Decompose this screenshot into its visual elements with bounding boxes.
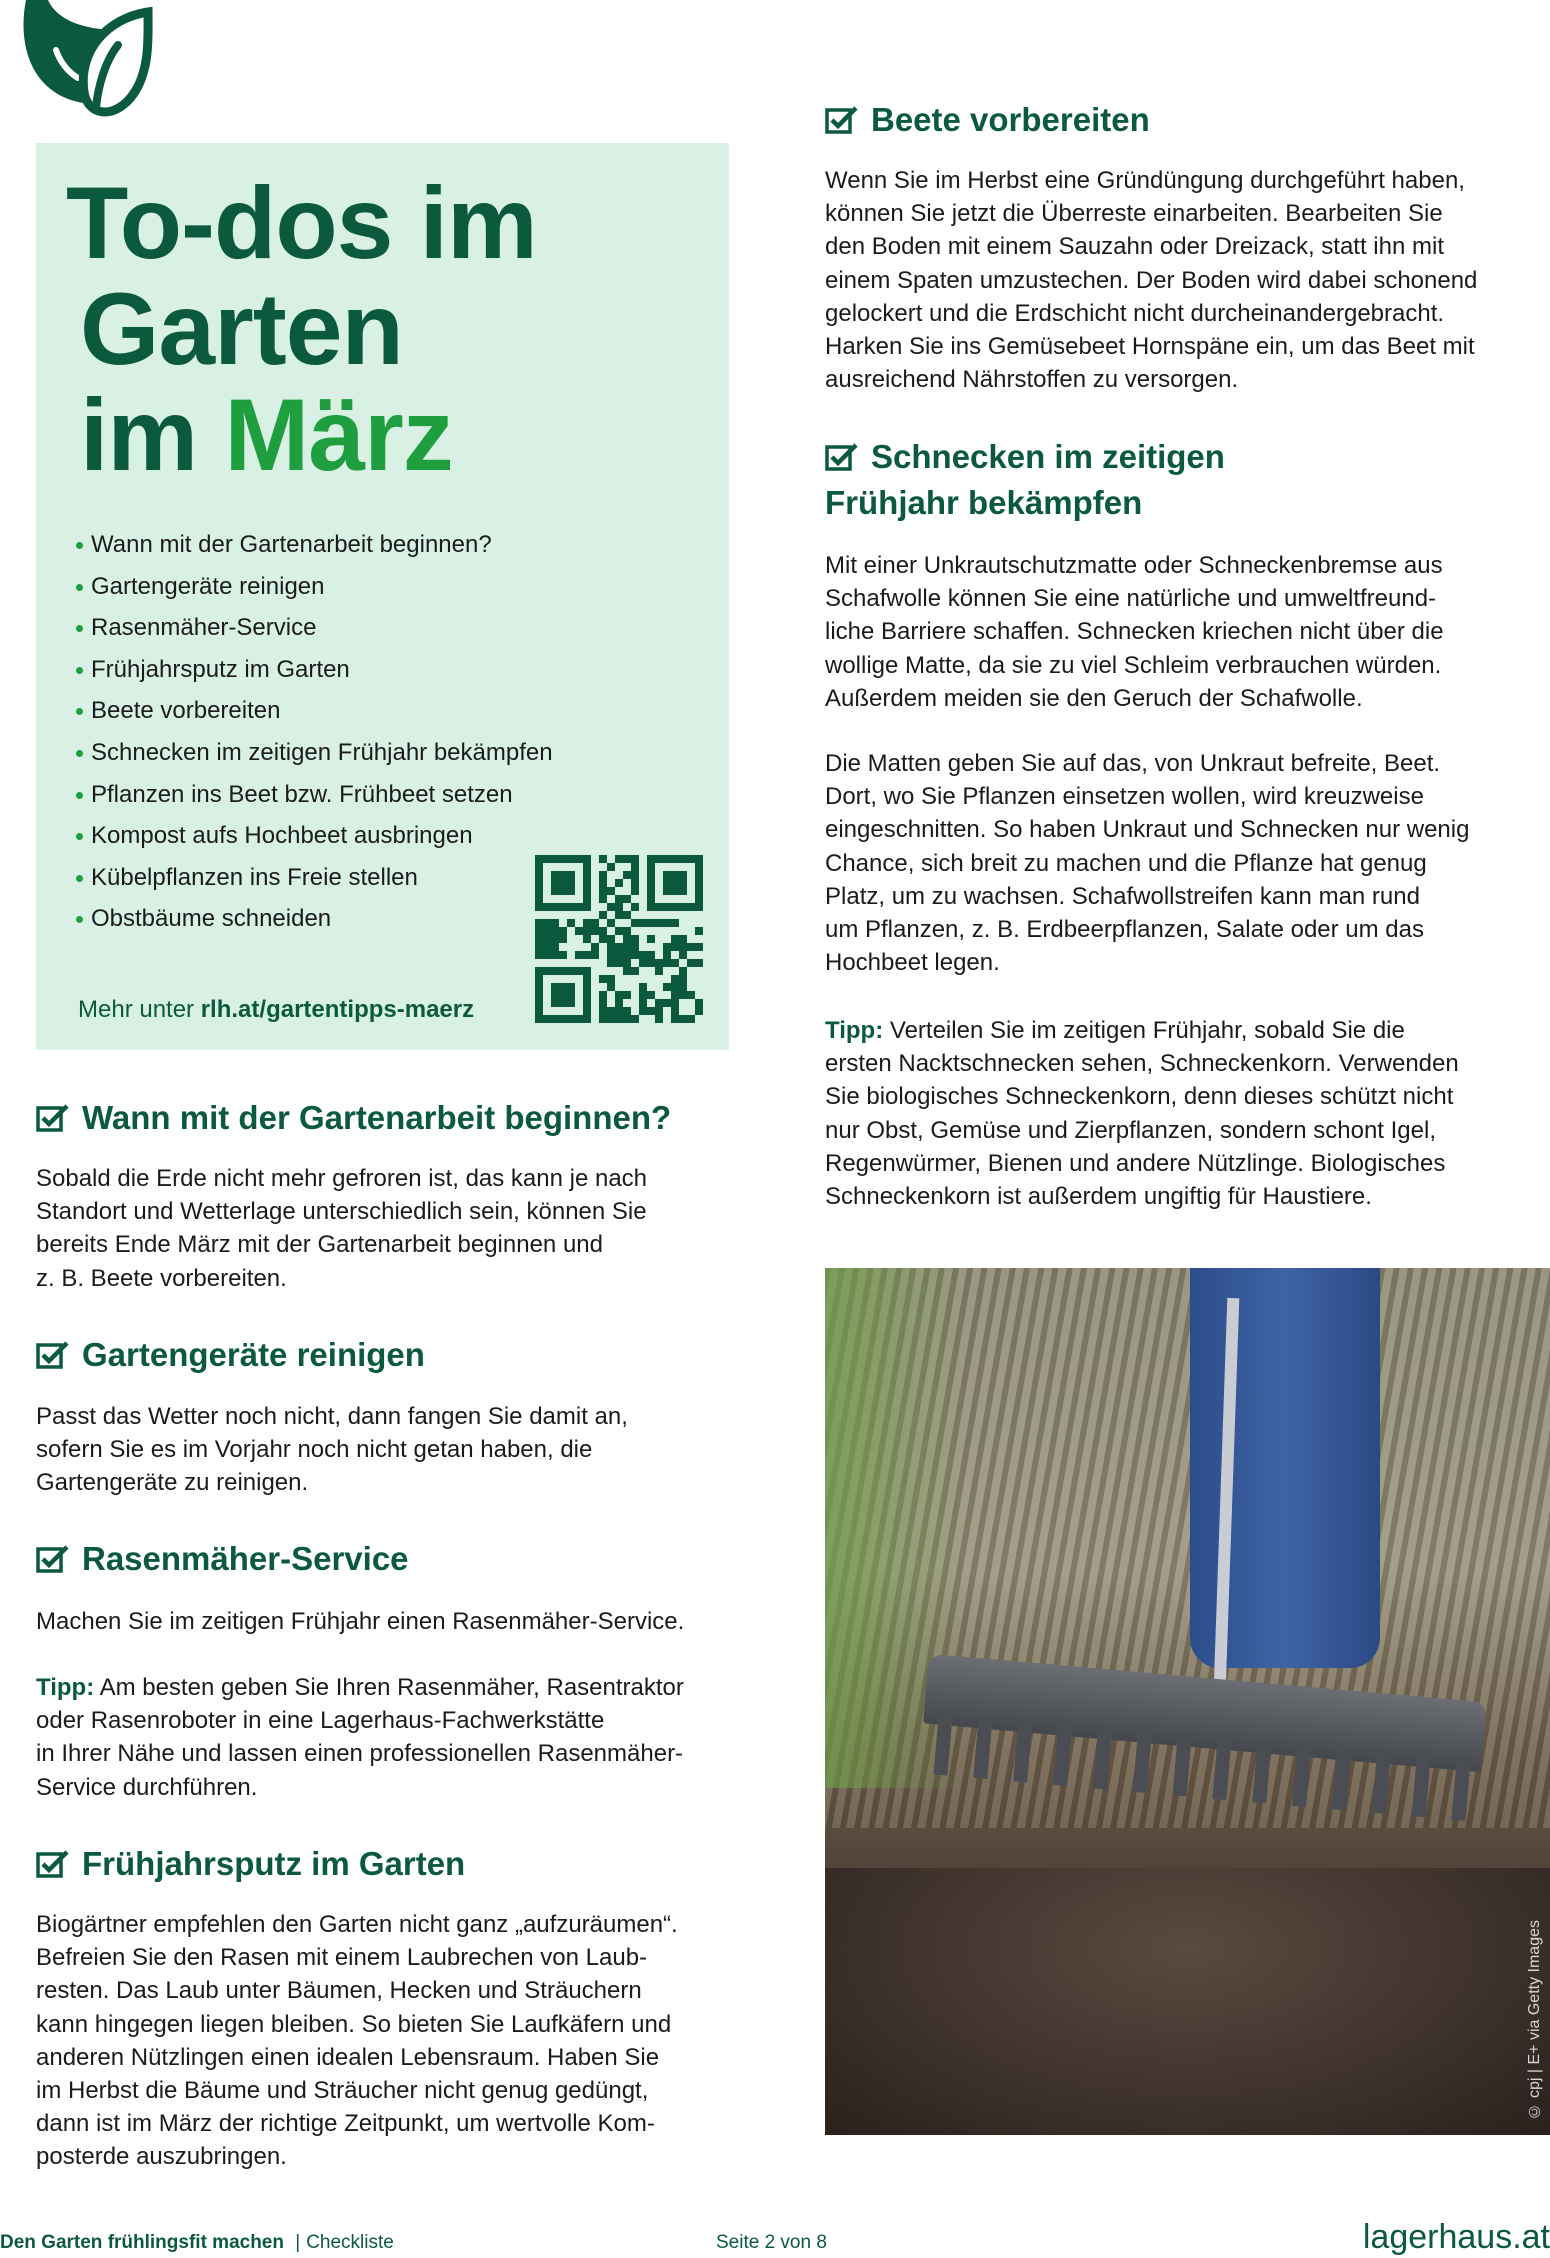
text-line: gelockert und die Erdschicht nicht durcheinandergebracht.	[825, 299, 1445, 327]
checkbox-icon	[36, 1340, 70, 1370]
section-heading	[36, 1098, 671, 1138]
todo-label: Frühjahrsputz im Garten	[91, 655, 350, 683]
text-line: Die Matten geben Sie auf das, von Unkraut befreite, Beet.	[825, 750, 1441, 777]
text-line: Harken Sie ins Gemüsebeet Hornspäne ein, um das Beet mit	[825, 333, 1475, 361]
todo-item[interactable]	[76, 863, 418, 893]
text-line: Sobald die Erde nicht mehr gefroren ist, das kann je nach	[36, 1165, 648, 1192]
text-line: z. B. Beete vorbereiten.	[36, 1264, 287, 1292]
text-line: Standort und Wetterlage unterschiedlich sein, können Sie	[36, 1198, 647, 1226]
text-line: in Ihrer Nähe und lassen einen professionellen Rasenmäher-	[36, 1740, 684, 1768]
text-line: sofern Sie es im Vorjahr noch nicht getan haben, die	[36, 1436, 593, 1464]
more-prefix: Mehr unter	[78, 996, 201, 1023]
section-paragraph	[825, 747, 1469, 979]
checkbox-icon	[36, 1103, 70, 1133]
todo-item[interactable]	[76, 530, 492, 560]
todo-label: Pflanzen ins Beet bzw. Frühbeet setzen	[91, 780, 513, 808]
todo-label: Obstbäume schneiden	[91, 905, 332, 933]
text-line: Befreien Sie den Rasen mit einem Laubrechen von Laub-	[36, 1944, 648, 1972]
section-heading	[36, 1844, 465, 1884]
text-line: einem Spaten umzustechen. Der Boden wird dabei schonend	[825, 266, 1478, 294]
footer-separator: |	[295, 2232, 301, 2253]
todo-label: Gartengeräte reinigen	[91, 572, 325, 600]
heading-text: Frühjahrsputz im Garten	[82, 1845, 466, 1882]
more-link[interactable]: rlh.at/gartentipps-maerz	[200, 996, 475, 1023]
text-line: Schafwolle können Sie eine natürliche und umweltfreund-	[825, 585, 1437, 613]
text-line: Schneckenkorn ist außerdem ungiftig für Haustiere.	[825, 1183, 1372, 1211]
section-heading-line2: Frühjahr bekämpfen	[825, 484, 1143, 521]
text-line: bereits Ende März mit der Gartenarbeit beginnen und	[36, 1231, 603, 1259]
todo-label: Beete vorbereiten	[91, 697, 281, 725]
text-line: den Boden mit einem Sauzahn oder Dreizack, statt ihn mit	[825, 233, 1444, 261]
section-paragraph	[825, 1014, 1459, 1213]
brand-link[interactable]: lagerhaus.at	[1362, 2218, 1550, 2256]
todo-label: Wann mit der Gartenarbeit beginnen?	[91, 531, 492, 558]
text-line: Service durchführen.	[36, 1773, 258, 1801]
text-line: liche Barriere schaffen. Schnecken kriechen nicht über die	[825, 618, 1444, 646]
text-line: eingeschnitten. So haben Unkraut und Schnecken nur wenig	[825, 816, 1470, 844]
text-line: Regenwürmer, Bienen und andere Nützlinge. Biologisches	[825, 1149, 1446, 1177]
text-line: anderen Nützlingen einen idealen Lebensraum. Haben Sie	[36, 2043, 660, 2071]
text-line: Machen Sie im zeitigen Frühjahr einen Rasenmäher-Service.	[36, 1608, 685, 1635]
section-heading	[825, 100, 1150, 140]
text-line: Sie biologisches Schneckenkorn, denn dieses schützt nicht	[825, 1083, 1454, 1111]
checkbox-icon	[36, 1849, 70, 1879]
todo-item[interactable]	[76, 780, 513, 810]
text-line: wollige Matte, da sie zu viel Schleim verbrauchen würden.	[825, 651, 1442, 679]
todo-item[interactable]	[76, 821, 473, 851]
section-heading	[36, 1335, 425, 1375]
text-line: Biogärtner empfehlen den Garten nicht ganz „aufzuräumen“.	[36, 1911, 678, 1938]
text-line: oder Rasenroboter in eine Lagerhaus-Fachwerkstätte	[36, 1707, 605, 1735]
text-line: Platz, um zu wachsen. Schafwollstreifen kann man rund	[825, 882, 1420, 910]
todo-item[interactable]	[76, 738, 553, 768]
tip-label: Tipp:	[825, 1017, 884, 1044]
text-line: resten. Das Laub unter Bäumen, Hecken und Sträuchern	[36, 1977, 642, 2005]
footer-left	[0, 2232, 394, 2254]
footer-title: Den Garten frühlingsfit machen	[0, 2232, 284, 2253]
checkbox-icon	[36, 1544, 70, 1574]
todo-item[interactable]	[76, 572, 324, 602]
text-line: Mit einer Unkrautschutzmatte oder Schneckenbremse aus	[825, 552, 1443, 579]
page-title	[66, 166, 537, 492]
todo-label: Kübelpflanzen ins Freie stellen	[91, 863, 418, 891]
todo-item[interactable]	[76, 696, 280, 726]
text-line: Hochbeet legen.	[825, 949, 1000, 977]
footer-subtitle: Checkliste	[306, 2232, 394, 2253]
todo-item[interactable]	[76, 904, 331, 934]
heading-text: Wann mit der Gartenarbeit beginnen?	[82, 1099, 672, 1136]
section-paragraph	[825, 164, 1477, 396]
text-line: im Herbst die Bäume und Sträucher nicht genug gedüngt,	[36, 2077, 649, 2105]
heading-text: Gartengeräte reinigen	[82, 1336, 425, 1373]
todo-label: Schnecken im zeitigen Frühjahr bekämpfen	[91, 739, 553, 766]
title-line	[80, 378, 537, 492]
text-line: dann ist im März der richtige Zeitpunkt, um wertvolle Kom-	[36, 2110, 655, 2138]
tip-text: Verteilen Sie im zeitigen Frühjahr, sobald Sie die	[883, 1017, 1405, 1044]
section-paragraph	[36, 1671, 684, 1804]
text-line: können Sie jetzt die Überreste einarbeiten. Bearbeiten Sie	[825, 200, 1443, 228]
title-line: To-dos im	[66, 166, 537, 280]
text-line: kann hingegen liegen bleiben. So bieten Sie Laufkäfern und	[36, 2010, 672, 2038]
text-line	[36, 1671, 684, 1704]
text-line: Gartengeräte zu reinigen.	[36, 1469, 309, 1497]
text-line: um Pflanzen, z. B. Erdbeerpflanzen, Salate oder um das	[825, 916, 1425, 944]
title-text: im	[80, 378, 225, 492]
text-line: posterde auszubringen.	[36, 2143, 287, 2171]
section-heading	[36, 1539, 409, 1579]
text-line: ersten Nacktschnecken sehen, Schneckenkorn. Verwenden	[825, 1050, 1459, 1078]
heading-text: Rasenmäher-Service	[82, 1540, 409, 1577]
checkbox-icon	[825, 442, 859, 472]
more-link-text	[78, 996, 474, 1024]
text-line: Dort, wo Sie Pflanzen einsetzen wollen, wird kreuzweise	[825, 783, 1424, 811]
text-line	[825, 1014, 1459, 1047]
section-paragraph	[36, 1162, 647, 1295]
page-number: Seite 2 von 8	[716, 2232, 827, 2253]
qr-code-icon[interactable]	[535, 855, 703, 1023]
text-line: Passt das Wetter noch nicht, dann fangen Sie damit an,	[36, 1403, 628, 1430]
heading-text: Schnecken im zeitigen	[871, 438, 1225, 475]
title-line: Garten	[80, 272, 403, 386]
section-paragraph	[825, 549, 1444, 715]
text-line: ausreichend Nährstoffen zu versorgen.	[825, 366, 1239, 394]
todo-item[interactable]	[76, 613, 316, 643]
todo-label: Kompost aufs Hochbeet ausbringen	[91, 822, 473, 850]
photo-credit: © cpj | E+ via Getty Images	[1526, 1919, 1543, 2119]
section-paragraph	[36, 1908, 678, 2174]
garden-rake-photo	[825, 1268, 1550, 2135]
section-paragraph	[36, 1605, 684, 1638]
tip-label: Tipp:	[36, 1674, 95, 1701]
leaf-logo-icon	[18, 0, 193, 122]
heading-text: Beete vorbereiten	[871, 101, 1150, 138]
text-line: nur Obst, Gemüse und Zierpflanzen, sondern schont Igel,	[825, 1116, 1437, 1144]
checkbox-icon	[825, 105, 859, 135]
section-heading	[825, 437, 1225, 477]
section-paragraph	[36, 1400, 628, 1500]
tip-text: Am besten geben Sie Ihren Rasenmäher, Rasentraktor	[94, 1674, 684, 1701]
text-line: Chance, sich breit zu machen und die Pflanze hat genug	[825, 849, 1427, 877]
title-highlight: März	[224, 378, 453, 492]
text-line: Wenn Sie im Herbst eine Gründüngung durchgeführt haben,	[825, 167, 1465, 194]
todo-item[interactable]	[76, 655, 350, 685]
text-line: Außerdem meiden sie den Geruch der Schafwolle.	[825, 684, 1363, 712]
todo-label: Rasenmäher-Service	[91, 614, 317, 642]
